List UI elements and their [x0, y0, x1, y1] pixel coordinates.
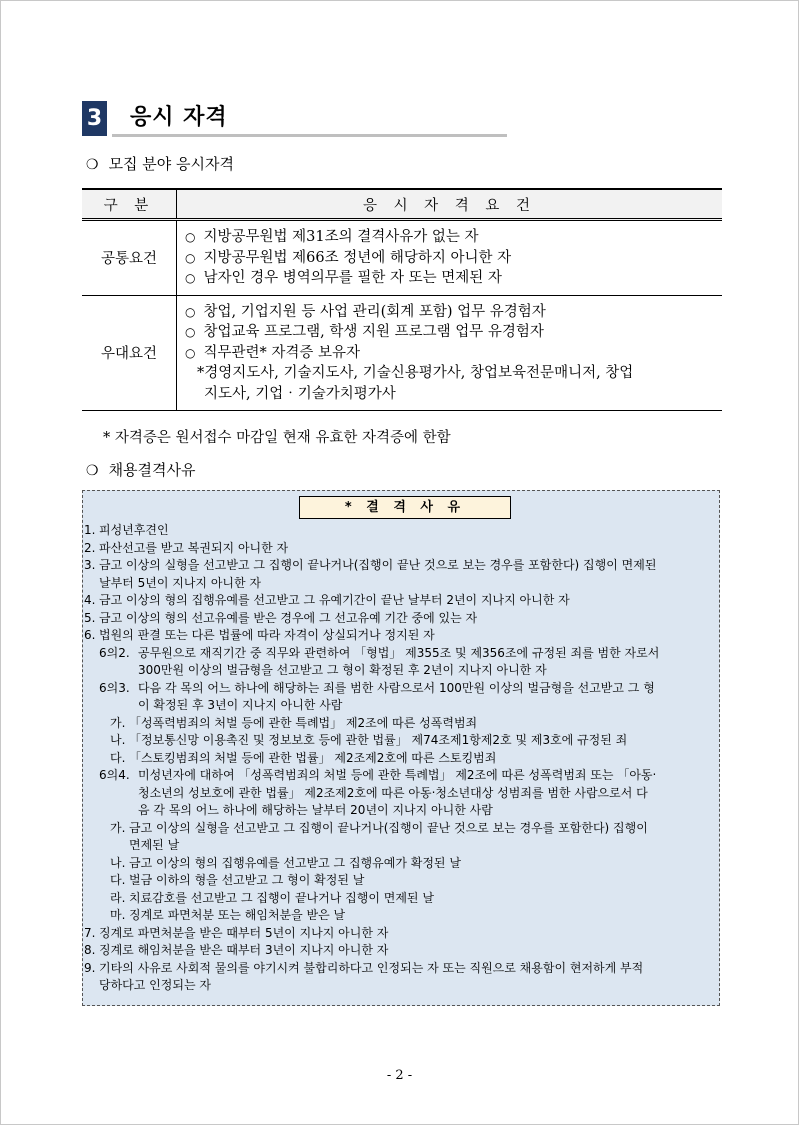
section-underline: [112, 134, 507, 137]
qualification-table: [82, 188, 722, 411]
requirements-common: [177, 220, 723, 296]
disqualification-item: [84, 750, 720, 768]
small-circle-icon: ○: [185, 325, 196, 339]
disqualification-item: [84, 610, 720, 628]
list-item: [185, 268, 722, 289]
item-text: 다음 각 목의 어느 하나에 해당하는 죄를 범한 사람으로서 100만원 이상의 벌금형을 선고받고 그 형: [138, 680, 655, 695]
page-number: - 2 -: [386, 1068, 413, 1083]
disqualification-item: [84, 732, 720, 750]
disqualification-item: [84, 890, 720, 908]
item-marker: 5.: [84, 610, 96, 625]
table-header-requirements: 응 시 자 격 요 건: [177, 189, 723, 220]
subheading-disqualification-text: 채용결격사유: [108, 461, 196, 479]
small-circle-icon: ○: [185, 271, 196, 285]
disqualification-item: [84, 767, 720, 785]
item-text: 미성년자에 대하여 「성폭력범죄의 처벌 등에 관한 특례법」 제2조에 따른 성폭력범죄 또는 「아동‧: [138, 768, 657, 782]
certificate-note-line: 지도사, 기업‧기술가치평가사: [204, 385, 396, 402]
item-marker: 6의2.: [99, 645, 130, 660]
item-marker: 9.: [84, 960, 96, 975]
disqualification-item: [84, 802, 720, 820]
disqualification-item: [84, 697, 720, 715]
item-text: 면제된 날: [129, 838, 180, 852]
item-text: 「정보통신망 이용촉진 및 정보보호 등에 관한 법률」 제74조제1항제2호 및 제3호에 규정된 죄: [129, 733, 628, 747]
subheading-qualifications-text: 모집 분야 응시자격: [108, 155, 235, 173]
disqualification-item: [84, 785, 720, 803]
hollow-circle-icon: ❍: [86, 463, 99, 479]
subheading-disqualification: [86, 460, 196, 481]
list-item-text: 지방공무원법 제31조의 결격사유가 없는 자: [203, 229, 479, 245]
list-item: [185, 343, 722, 364]
item-marker: 3.: [84, 558, 96, 572]
list-item: [185, 248, 722, 269]
category-preferred: 우대요건: [82, 295, 177, 411]
disqualification-item: [84, 925, 720, 943]
disqualification-item: [84, 837, 720, 855]
disqualification-item: [84, 627, 720, 645]
list-item-text: 창업, 기업지원 등 사업 관리(회계 포함) 업무 유경험자: [203, 303, 546, 320]
table-row-common: [82, 220, 722, 296]
item-text: 당하다고 인정되는 자: [99, 978, 211, 992]
item-text: 300만원 이상의 벌금형을 선고받고 그 형이 확정된 후 2년이 지나지 아니한 자: [138, 663, 547, 677]
list-item: [185, 302, 722, 323]
item-marker: 가.: [110, 715, 126, 730]
disqualification-item: [84, 977, 720, 995]
item-text: 징계로 해임처분을 받은 때부터 3년이 지나지 아니한 자: [99, 943, 389, 957]
small-circle-icon: ○: [185, 345, 196, 360]
small-circle-icon: ○: [185, 230, 196, 244]
item-marker: 4.: [84, 593, 96, 607]
disqualification-title: * 결 격 사 유: [299, 496, 511, 519]
disqualification-item: [84, 680, 720, 698]
item-marker: 마.: [110, 908, 126, 922]
item-marker: 2.: [84, 540, 96, 555]
item-text: 피성년후견인: [99, 523, 169, 537]
item-text: 날부터 5년이 지나지 아니한 자: [99, 575, 261, 590]
item-text: 음 각 목의 어느 하나에 해당하는 날부터 20년이 지나지 아니한 사람: [138, 803, 493, 817]
disqualification-item: [84, 557, 720, 575]
item-marker: 나.: [110, 855, 126, 870]
item-marker: 6.: [84, 628, 96, 642]
item-text: 공무원으로 재직기간 중 직무와 관련하여 「형법」 제355조 및 제356조에 규정된 죄를 범한 자로서: [138, 645, 660, 660]
item-text: 기타의 사유로 사회적 물의를 야기시켜 불합리하다고 인정되는 자 또는 직원으로 채용함이 현저하게 부적: [99, 960, 644, 975]
disqualification-item: [84, 592, 720, 610]
table-header-category: 구 분: [82, 189, 177, 220]
item-marker: 다.: [110, 750, 126, 765]
item-marker: 7.: [84, 925, 96, 940]
item-text: 파산선고를 받고 복권되지 아니한 자: [99, 540, 289, 555]
disqualification-item: [84, 540, 720, 558]
category-common: 공통요건: [82, 220, 177, 296]
item-marker: 라.: [110, 890, 126, 905]
list-item-text: 직무관련* 자격증 보유자: [203, 344, 361, 361]
item-marker: 가.: [110, 820, 126, 835]
section-number: 3: [82, 101, 107, 136]
item-text: 「성폭력범죄의 처벌 등에 관한 특례법」 제2조에 따른 성폭력범죄: [129, 715, 478, 730]
item-marker: 1.: [84, 523, 96, 537]
list-item-text: 창업교육 프로그램, 학생 지원 프로그램 업무 유경험자: [203, 324, 544, 340]
item-text: 징계로 파면처분 또는 해임처분을 받은 날: [129, 908, 346, 922]
disqualification-item: [84, 942, 720, 960]
item-text: 청소년의 성보호에 관한 법률」 제2조제2호에 따른 아동‧청소년대상 성범죄를 범한 사람으로서 다: [138, 785, 648, 800]
section-title: 응시 자격: [130, 105, 228, 130]
small-circle-icon: ○: [185, 250, 196, 265]
disqualification-item: [84, 820, 720, 838]
item-text: 「스토킹범죄의 처벌 등에 관한 법률」 제2조제2호에 따른 스토킹범죄: [129, 750, 497, 765]
subheading-qualifications: [86, 154, 234, 175]
item-text: 금고 이상의 실형을 선고받고 그 집행이 끝나거나(집행이 끝난 것으로 보는 경우를 포함한다) 집행이: [129, 820, 648, 835]
disqualification-list: [84, 522, 720, 995]
disqualification-item: [84, 645, 720, 663]
disqualification-box: [82, 490, 720, 1006]
hollow-circle-icon: ❍: [86, 157, 99, 173]
table-row-preferred: [82, 295, 722, 411]
item-text: 금고 이상의 실형을 선고받고 그 집행이 끝나거나(집행이 끝난 것으로 보는 경우를 포함한다) 집행이 면제된: [99, 558, 657, 572]
disqualification-item: [84, 522, 720, 540]
certificate-footnote: * 자격증은 원서접수 마감일 현재 유효한 자격증에 한함: [103, 430, 451, 446]
item-text: 금고 이상의 형의 선고유예를 받은 경우에 그 선고유예 기간 중에 있는 자: [99, 610, 478, 625]
requirements-preferred: [177, 295, 723, 411]
item-marker: 8.: [84, 943, 96, 957]
section-header: [82, 101, 427, 137]
item-marker: 6의4.: [99, 768, 130, 782]
disqualification-item: [84, 855, 720, 873]
item-text: 금고 이상의 형의 집행유예를 선고받고 그 집행유예가 확정된 날: [129, 855, 461, 870]
list-item-text: 지방공무원법 제66조 정년에 해당하지 아니한 자: [203, 249, 512, 266]
certificate-note-line: *경영지도사, 기술지도사, 기술신용평가사, 창업보육전문매니저, 창업: [197, 365, 634, 381]
item-text: 법원의 판결 또는 다른 법률에 따라 자격이 상실되거나 정지된 자: [99, 628, 435, 642]
disqualification-item: [84, 960, 720, 978]
item-text: 금고 이상의 형의 집행유예를 선고받고 그 유예기간이 끝난 날부터 2년이 지나지 아니한 자: [99, 593, 570, 607]
item-text: 벌금 이하의 형을 선고받고 그 형이 확정된 날: [129, 873, 365, 887]
disqualification-item: [84, 575, 720, 593]
small-circle-icon: ○: [185, 304, 196, 319]
item-text: 이 확정된 후 3년이 지나지 아니한 사람: [138, 698, 343, 712]
disqualification-item: [84, 872, 720, 890]
disqualification-item: [84, 907, 720, 925]
item-marker: 다.: [110, 873, 126, 887]
item-text: 징계로 파면처분을 받은 때부터 5년이 지나지 아니한 자: [99, 925, 389, 940]
item-marker: 나.: [110, 733, 126, 747]
table-header-row: [82, 189, 722, 220]
item-marker: 6의3.: [99, 680, 130, 695]
list-item: [185, 322, 722, 343]
list-item-text: 남자인 경우 병역의무를 필한 자 또는 면제된 자: [203, 270, 502, 286]
list-item: [185, 227, 722, 248]
item-text: 치료감호를 선고받고 그 집행이 끝나거나 집행이 면제된 날: [129, 890, 434, 905]
disqualification-item: [84, 715, 720, 733]
disqualification-item: [84, 662, 720, 680]
